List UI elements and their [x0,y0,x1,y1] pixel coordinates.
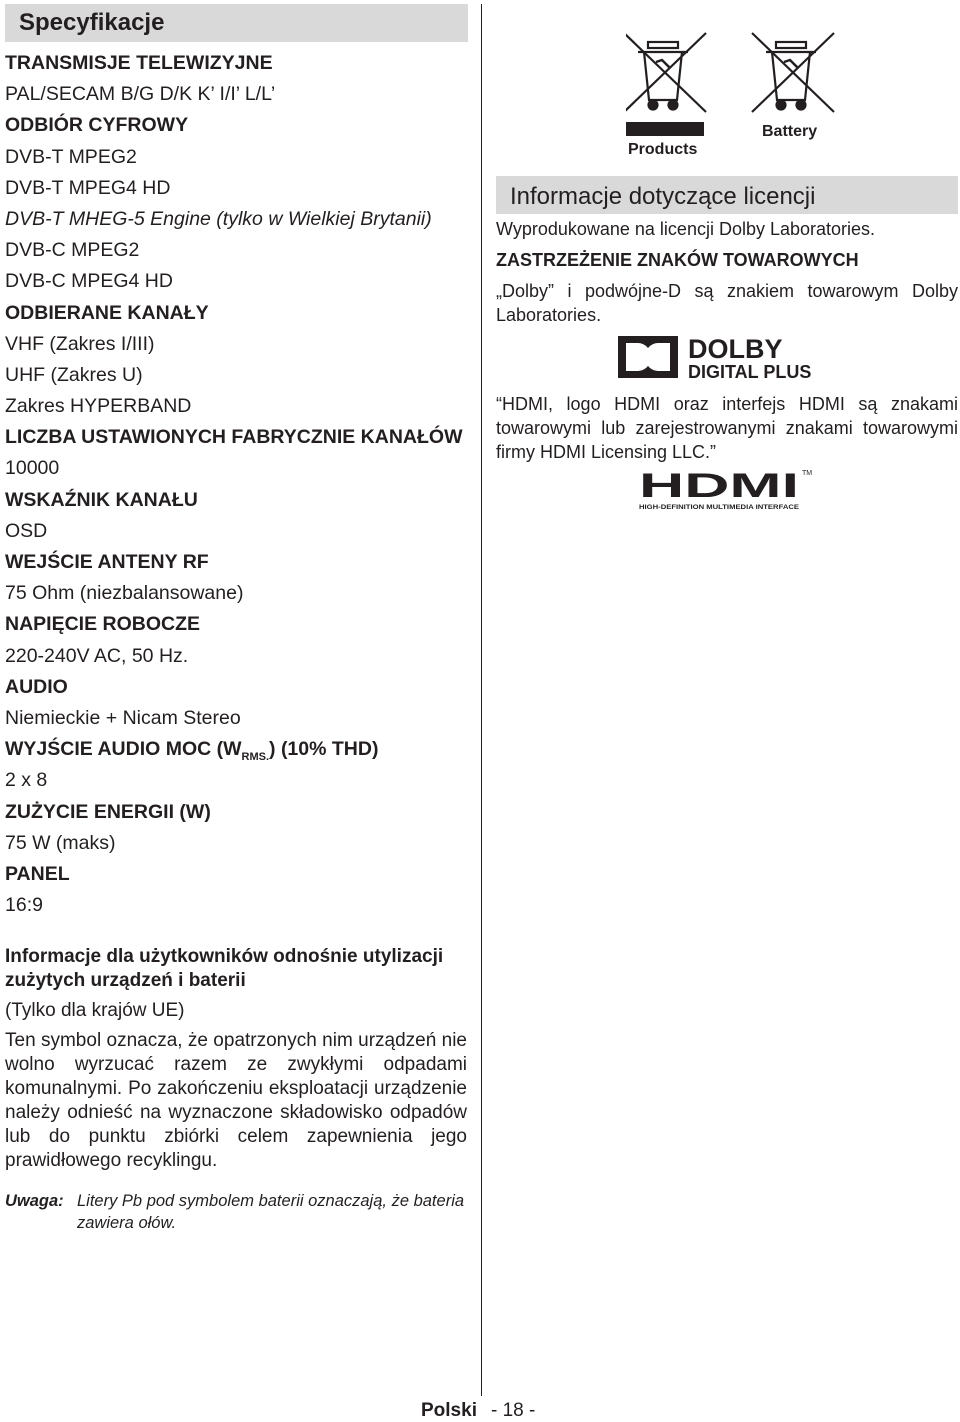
footer-language: Polski [421,1400,477,1421]
spec-line: 220-240V AC, 50 Hz. [5,644,189,667]
spec-line: 10000 [5,457,60,480]
hdmi-subtitle: HIGH-DEFINITION MULTIMEDIA INTERFACE [639,504,800,511]
spec-line: WSKAŹNIK KANAŁU [5,488,198,511]
spec-line: ODBIÓR CYFROWY [5,114,189,137]
note-line1: Litery Pb pod symbolem baterii oznaczają, że bateria [77,1192,465,1210]
spec-line: UHF (Zakres U) [5,363,143,386]
spec-line: PAL/SECAM B/G D/K K’ I/I’ L/L’ [5,83,276,106]
spec-line: ODBIERANE KANAŁY [5,301,209,324]
spec-line: Niemieckie + Nicam Stereo [5,706,241,729]
spec-line: DVB-C MPEG4 HD [5,270,173,293]
weee-bin-symbols [626,30,846,160]
spec-line: WEJŚCIE ANTENY RF [5,551,209,573]
spec-line: LICZBA USTAWIONYCH FABRYCZNIE KANAŁÓW [5,426,463,449]
page-footer [421,1400,535,1422]
audio-power-heading [5,734,468,765]
spec-line: TRANSMISJE TELEWIZYJNE [5,52,273,74]
spec-line: 2 x 8 [5,769,48,792]
battery-label: Battery [762,123,818,140]
disposal-scope: (Tylko dla krajów UE) [5,1000,185,1021]
spec-line: DVB-C MPEG2 [5,239,140,262]
spec-line: ZUŻYCIE ENERGII (W) [5,800,211,823]
spec-line: DVB-T MPEG2 [5,145,137,168]
battery-bin-icon [752,33,834,112]
disposal-section [5,945,467,1173]
hdmi-trademark-text: “HDMI, logo HDMI oraz interfejs HDMI są znakami towarowymi lub zarejestrowanymi znakami towarowymi firmy HDMI Licensing LLC.” [496,394,958,462]
audio-power-thd: ) (10% THD) [269,738,379,761]
spec-line: AUDIO [5,675,68,698]
audio-power-label: WYJŚCIE AUDIO MOC (W [5,738,242,761]
spec-line: PANEL [5,862,70,885]
dolby-digital-plus-logo [618,334,838,380]
hdmi-logo [639,467,819,513]
spec-line: DVB-T MPEG4 HD [5,176,171,199]
note-label: Uwaga: [5,1192,64,1210]
dolby-digital-plus-wordmark: DIGITAL PLUS [688,362,812,380]
audio-power-subscript: RMS. [241,751,270,764]
spec-line: 75 Ohm (niezbalansowane) [5,582,244,605]
hdmi-wordmark: HDMI [639,467,799,505]
spec-heading: Specyfikacje [5,4,468,42]
spec-line: NAPIĘCIE ROBOCZE [5,613,201,636]
battery-note [5,1190,467,1234]
spec-line: Zakres HYPERBAND [5,395,192,418]
disposal-title: Informacje dla użytkowników odnośnie utylizacji zużytych urządzeń i baterii [5,946,444,991]
products-bin-icon [626,33,706,112]
spec-list [5,48,468,921]
spec-line: 16:9 [5,894,43,917]
products-label: Products [628,141,698,158]
disposal-body: Ten symbol oznacza, że opatrzonych nim urządzeń nie wolno wyrzucać razem ze zwykłymi odpadami komunalnymi. Po zakończeniu eksploatacji urządzenie należy odnieść na wyznaczone składowisko odpadów lub do punktu zbiórki celem zapewnienia jego prawidłowego recyklingu. [5,1030,467,1171]
license-section [496,217,958,327]
license-heading: Informacje dotyczące licencji [496,176,958,214]
spec-line: DVB-T MHEG-5 Engine (tylko w Wielkiej Brytanii) [5,207,432,230]
page-number: - 18 - [490,1400,536,1421]
spec-line: VHF (Zakres I/III) [5,332,155,355]
spec-line: OSD [5,519,48,542]
trademark-heading: ZASTRZEŻENIE ZNAKÓW TOWAROWYCH [496,250,859,270]
hdmi-tm: TM [802,470,813,477]
license-line1: Wyprodukowane na licencji Dolby Laboratories. [496,219,876,239]
products-bar [626,122,704,136]
dolby-trademark-text: „Dolby” i podwójne-D są znakiem towarowym Dolby Laboratories. [496,281,958,325]
note-line2: zawiera ołów. [77,1214,177,1232]
specifications-column [5,4,468,1232]
dolby-wordmark: DOLBY [688,334,783,364]
spec-line: 75 W (maks) [5,831,116,854]
column-divider [481,4,482,1396]
